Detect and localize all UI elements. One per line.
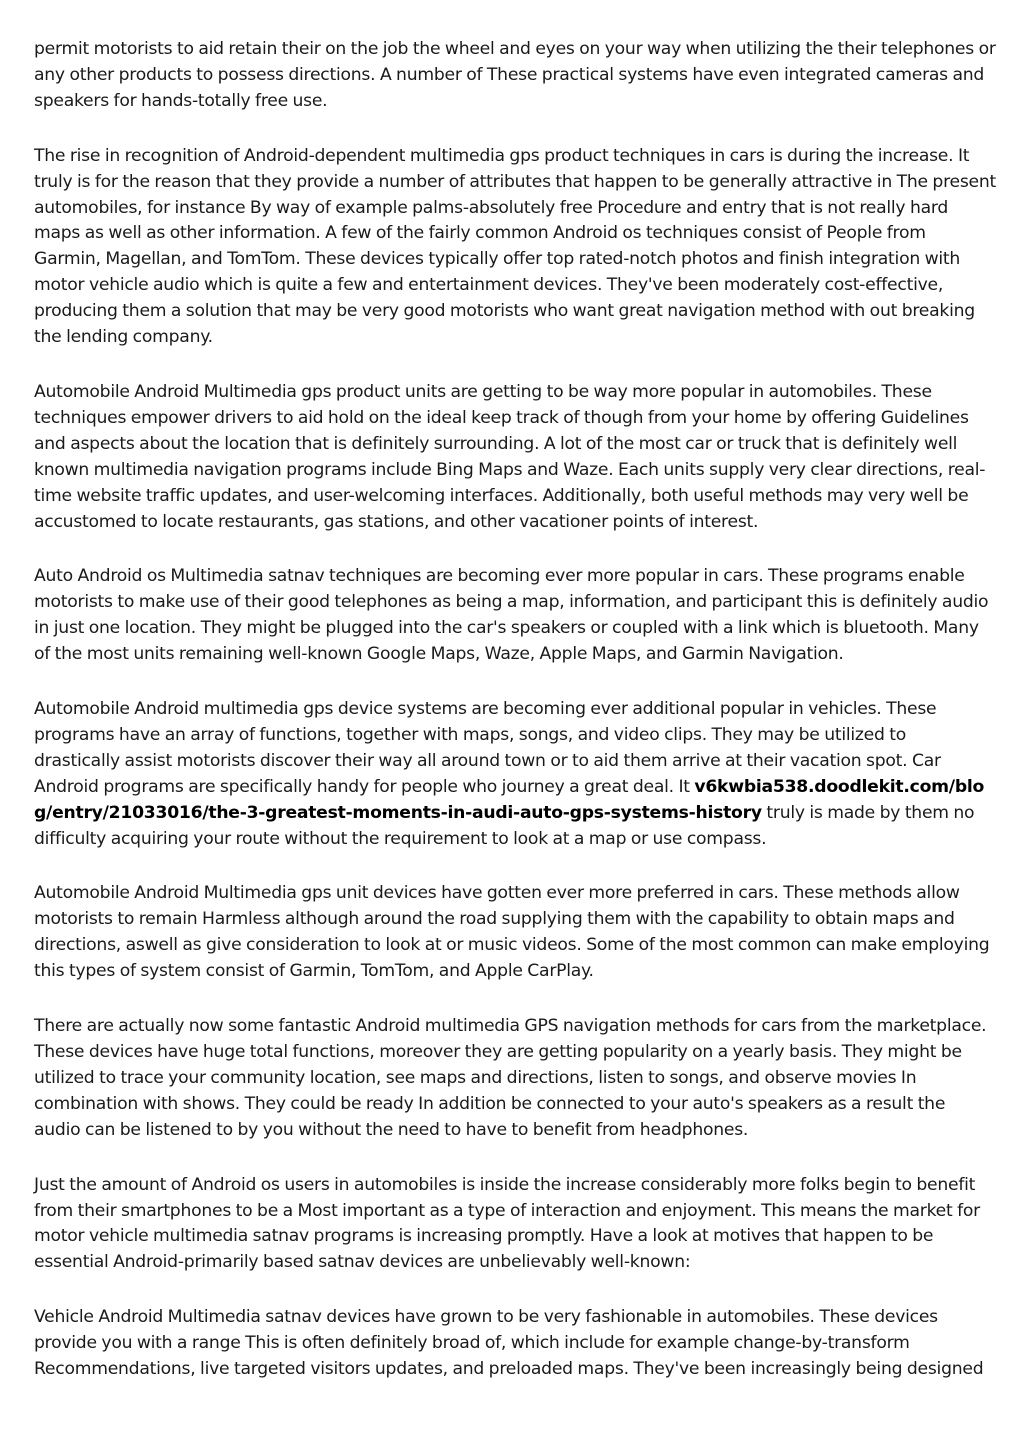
paragraph: The rise in recognition of Android-dependent multimedia gps product techniques in cars is during the increase. It truly is for the reason that they provide a number of attributes that happen to be generally attractive in The present automobiles, for instance By way of example palms-absolutely free Procedure and entry that is not really hard maps as well as other information. A few of the fairly common Android os techniques consist of People from Garmin, Magellan, and TomTom. These devices typically offer top rated-notch photos and finish integration with motor vehicle audio which is quite a few and entertainment devices. They've been moderately cost-effective, producing them a solution that may be very good motorists who want great navigation method with out breaking the lending company. <box>34 145 996 348</box>
paragraph: Auto Android os Multimedia satnav techniques are becoming ever more popular in cars. These programs enable motorists to make use of their good telephones as being a map, information, and participant this is definitely audio in just one location. They might be plugged into the car's speakers or coupled with a link which is bluetooth. Many of the most units remaining well-known Google Maps, Waze, Apple Maps, and Garmin Navigation. <box>34 566 989 665</box>
paragraph: permit motorists to aid retain their on the job the wheel and eyes on your way when utilizing the their telephones or any other products to possess directions. A number of These practical systems have even integrated cameras and speakers for hands-totally free use. <box>34 39 996 111</box>
paragraph: Automobile Android Multimedia gps unit devices have gotten ever more preferred in cars. These methods allow motorists to remain Harmless although around the road supplying them with the capability to obtain maps and directions, aswell as give consideration to look at or music videos. Some of the most common can make employing this types of system consist of Garmin, TomTom, and Apple CarPlay. <box>34 883 990 982</box>
article-link[interactable]: v6kwbia538.doodlekit.com/blog/entry/21033016/the-3-greatest-moments-in-audi-auto-gps-systems-history <box>34 776 985 823</box>
paragraph-text-before-link: Automobile Android multimedia gps device systems are becoming ever additional popular in vehicles. These programs have an array of functions, together with maps, songs, and video clips. They may be utilized to drastically assist motorists discover their way all around town or to aid them arrive at their vacation spot. Car Android programs are specifically handy for people who journey a great deal. It <box>34 699 941 797</box>
paragraph-text-after-link: truly is made by them no difficulty acquiring your route without the requirement to look at a map or use compass. <box>34 802 975 849</box>
document-page <box>34 37 996 1412</box>
paragraph: There are actually now some fantastic Android multimedia GPS navigation methods for cars from the marketplace. These devices have huge total functions, moreover they are getting popularity on a yearly basis. They might be utilized to trace your community location, see maps and directions, listen to songs, and observe movies In combination with shows. They could be ready In addition be connected to your auto's speakers as a result the audio can be listened to by you without the need to have to benefit from headphones. <box>34 1016 987 1140</box>
paragraph: Automobile Android Multimedia gps product units are getting to be way more popular in automobiles. These techniques empower drivers to aid hold on the ideal keep track of though from your home by offering Guidelines and aspects about the location that is definitely surrounding. A lot of the most car or truck that is definitely well known multimedia navigation programs include Bing Maps and Waze. Each units supply very clear directions, real-time website traffic updates, and user-welcoming interfaces. Additionally, both useful methods may very well be accustomed to locate restaurants, gas stations, and other vacationer points of interest. <box>34 381 986 532</box>
paragraph: Just the amount of Android os users in automobiles is inside the increase considerably more folks begin to benefit from their smartphones to be a Most important as a type of interaction and enjoyment. This means the market for motor vehicle multimedia satnav programs is increasing promptly. Have a look at motives that happen to be essential Android-primarily based satnav devices are unbelievably well-known: <box>34 1174 980 1273</box>
paragraph: Vehicle Android Multimedia satnav devices have grown to be very fashionable in automobiles. These devices provide you with a range This is often definitely broad of, which include for example change-by-transform Recommendations, live targeted visitors updates, and preloaded maps. They've been increasingly being designed <box>34 1307 984 1380</box>
paragraph-with-link <box>34 697 996 852</box>
